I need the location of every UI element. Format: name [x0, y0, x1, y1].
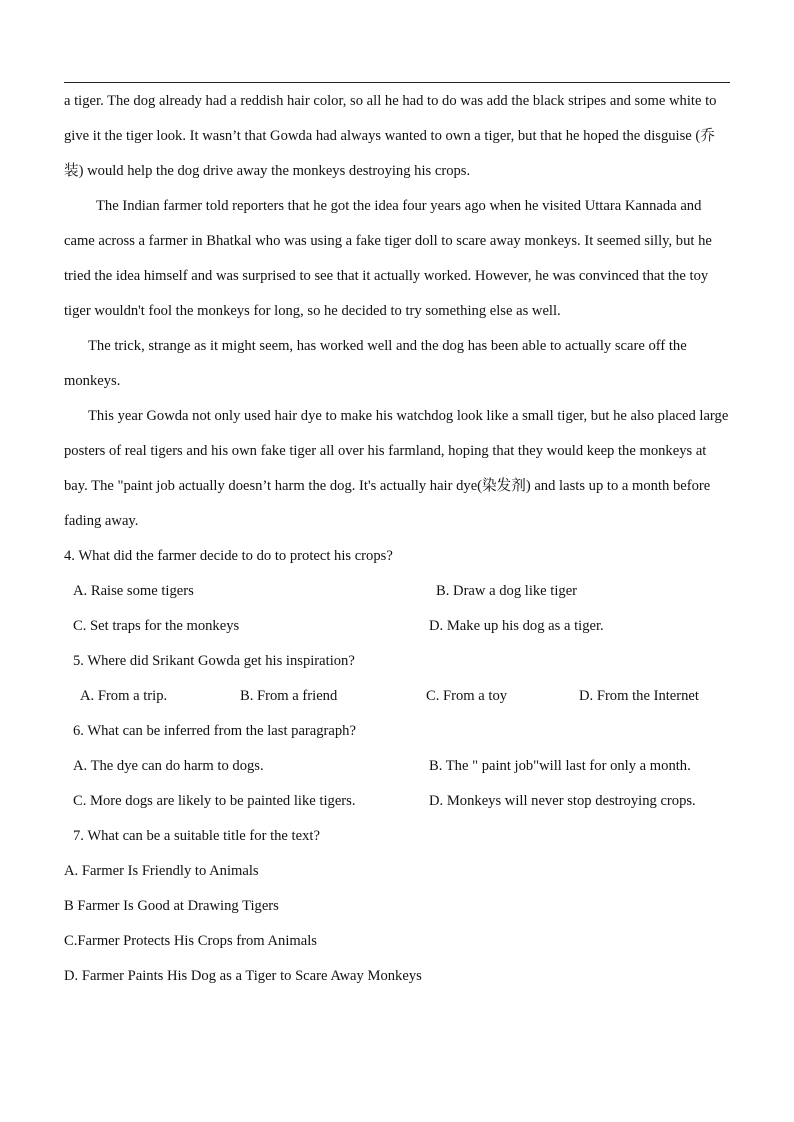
- question-7-option-b-row: [64, 889, 730, 924]
- question-7-text: 7. What can be a suitable title for the text?: [73, 828, 320, 844]
- question-4-option-d: D. Make up his dog as a tiger.: [429, 618, 604, 634]
- question-6: [64, 714, 730, 749]
- question-5-option-c: C. From a toy: [426, 688, 508, 704]
- question-6-option-c: C. More dogs are likely to be painted like tigers.: [73, 793, 356, 809]
- document-body: [64, 84, 730, 994]
- question-7-option-c: C.Farmer Protects His Crops from Animals: [64, 933, 317, 949]
- question-6-option-a: A. The dye can do harm to dogs.: [73, 758, 264, 774]
- question-5-option-a: A. From a trip.: [80, 688, 168, 704]
- question-6-text: 6. What can be inferred from the last paragraph?: [73, 723, 356, 739]
- question-5-text: 5. Where did Srikant Gowda get his inspiration?: [73, 653, 355, 669]
- question-4-option-b: B. Draw a dog like tiger: [436, 583, 578, 599]
- question-4-options-row-2: [64, 609, 730, 644]
- question-7-option-a: A. Farmer Is Friendly to Animals: [64, 863, 259, 879]
- passage-paragraph-3: The trick, strange as it might seem, has worked well and the dog has been able to actually scare off the monkeys.: [64, 338, 687, 389]
- question-5: [64, 644, 730, 679]
- question-6-option-d: D. Monkeys will never stop destroying crops.: [429, 793, 696, 809]
- passage-paragraph-2: The Indian farmer told reporters that he got the idea four years ago when he visited Uttara Kannada and came across a farmer in Bhatkal who was using a fake tiger doll to scare away monkeys. It seemed silly, but he tried the idea himself and was surprised to see that it actually worked. However, he was convinced that the toy tiger wouldn't fool the monkeys for long, so he decided to try something else as well.: [64, 198, 712, 319]
- question-4-option-a: A. Raise some tigers: [73, 583, 194, 599]
- passage-paragraph-4: This year Gowda not only used hair dye to make his watchdog look like a small tiger, but he also placed large posters of real tigers and his own fake tiger all over his farmland, hoping that they would keep the monkeys at bay. The "paint job actually doesn’t harm the dog. It's actually hair dye(染发剂) and lasts up to a month before fading away.: [64, 408, 729, 529]
- question-6-option-b: B. The " paint job"will last for only a month.: [429, 758, 691, 774]
- question-4-option-c: C. Set traps for the monkeys: [73, 618, 240, 634]
- question-4: [64, 539, 730, 574]
- question-7-option-d-row: [64, 959, 730, 994]
- question-4-text: 4. What did the farmer decide to do to protect his crops?: [64, 548, 393, 564]
- question-7-option-b: B Farmer Is Good at Drawing Tigers: [64, 898, 279, 914]
- header-rule: [64, 82, 730, 83]
- question-5-options-row: [64, 679, 730, 714]
- question-4-options-row-1: [64, 574, 730, 609]
- passage-paragraph-1: a tiger. The dog already had a reddish hair color, so all he had to do was add the black stripes and some white to give it the tiger look. It wasn’t that Gowda had always wanted to own a tiger, but that he hoped the disguise (乔装) would help the dog drive away the monkeys destroying his crops.: [64, 93, 717, 179]
- question-5-option-d: D. From the Internet: [579, 688, 699, 704]
- question-6-options-row-1: [64, 749, 730, 784]
- question-7-option-c-row: [64, 924, 730, 959]
- question-5-option-b: B. From a friend: [240, 688, 338, 704]
- question-7-option-d: D. Farmer Paints His Dog as a Tiger to Scare Away Monkeys: [64, 968, 422, 984]
- question-7-option-a-row: [64, 854, 730, 889]
- question-7: [64, 819, 730, 854]
- question-6-options-row-2: [64, 784, 730, 819]
